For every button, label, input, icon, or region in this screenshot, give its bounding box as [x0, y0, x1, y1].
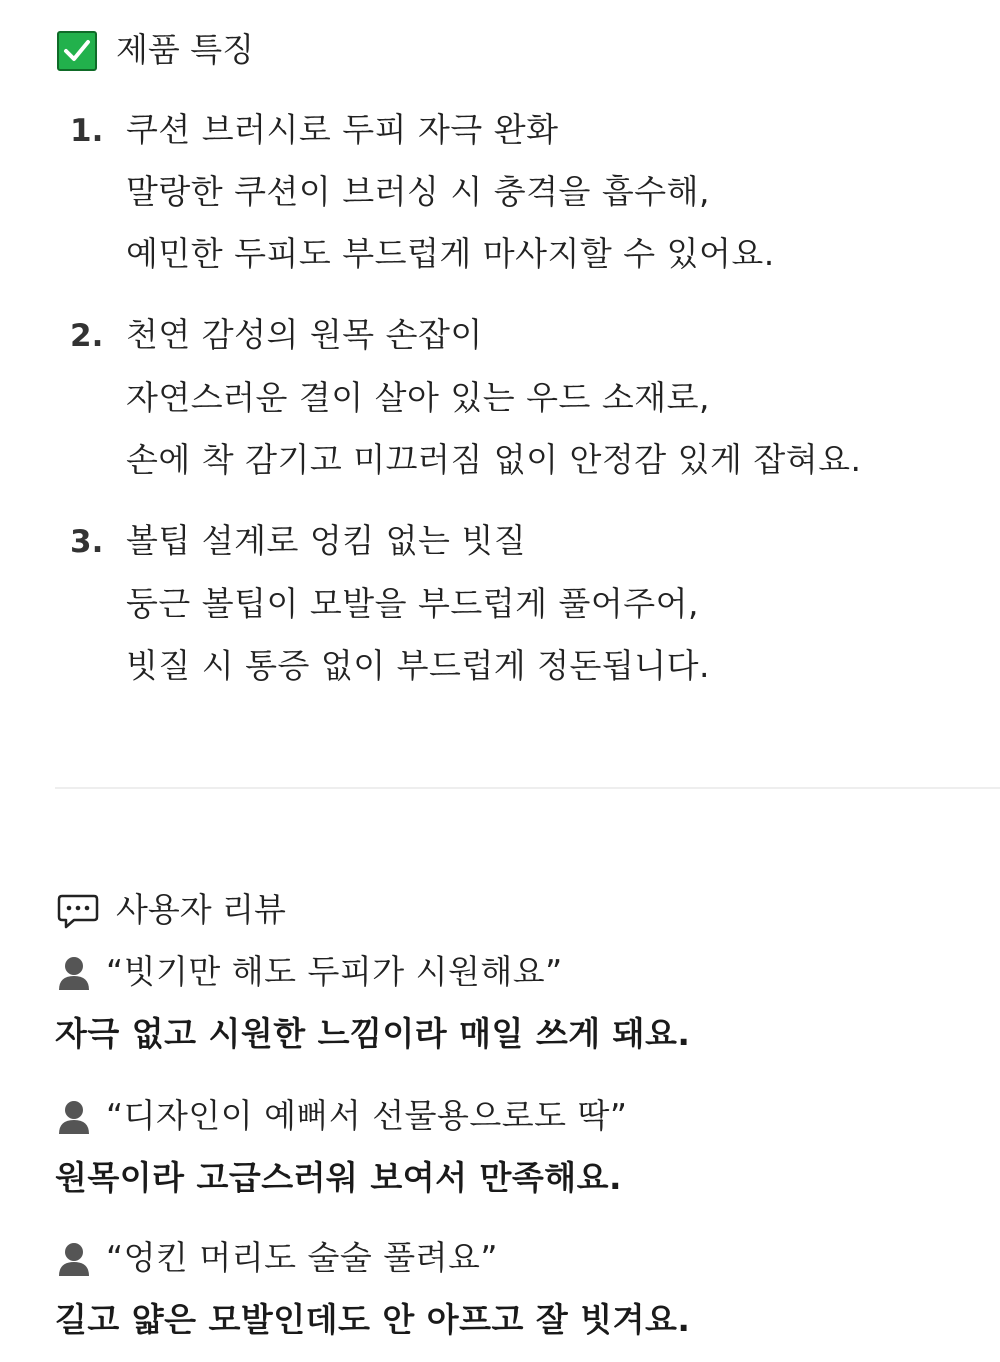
- feature-1-desc-2: 예민한 두피도 부드럽게 마사지할 수 있어요.: [126, 234, 775, 273]
- review-1-comment: 자극 없고 시원한 느낌이라 매일 쓰게 돼요.: [55, 1014, 691, 1053]
- feature-1-desc-1: 말랑한 쿠션이 브러싱 시 충격을 흡수해,: [126, 172, 710, 211]
- review-3-quote: “엉킨 머리도 술술 풀려요”: [106, 1238, 498, 1277]
- review-2-comment: 원목이라 고급스러워 보여서 만족해요.: [55, 1158, 623, 1197]
- feature-3-number: 3.: [70, 524, 104, 560]
- review-1-quote: “빗기만 해도 두피가 시원해요”: [106, 952, 563, 991]
- person-icon: [57, 1099, 91, 1135]
- feature-3-desc-2: 빗질 시 통증 없이 부드럽게 정돈됩니다.: [126, 646, 710, 685]
- feature-3-desc-1: 둥근 볼팁이 모발을 부드럽게 풀어주어,: [126, 584, 699, 623]
- person-icon: [57, 955, 91, 991]
- review-3-comment: 길고 얇은 모발인데도 안 아프고 잘 빗겨요.: [55, 1300, 691, 1339]
- feature-1-number: 1.: [70, 113, 104, 149]
- person-icon: [57, 1241, 91, 1277]
- feature-2-heading: 천연 감성의 원목 손잡이: [126, 315, 483, 354]
- feature-3-heading: 볼팁 설계로 엉킴 없는 빗질: [126, 521, 527, 560]
- features-title: 제품 특징: [116, 30, 255, 69]
- check-mark-icon: [57, 31, 97, 71]
- feature-2-number: 2.: [70, 318, 104, 354]
- speech-bubble-icon: [57, 893, 99, 935]
- review-2-quote: “디자인이 예뻐서 선물용으로도 딱”: [106, 1096, 628, 1135]
- feature-2-desc-1: 자연스러운 결이 살아 있는 우드 소재로,: [126, 378, 710, 417]
- feature-1-heading: 쿠션 브러시로 두피 자극 완화: [126, 110, 559, 149]
- reviews-title: 사용자 리뷰: [116, 890, 286, 929]
- feature-2-desc-2: 손에 착 감기고 미끄러짐 없이 안정감 있게 잡혀요.: [126, 440, 862, 479]
- section-divider: [55, 787, 1000, 789]
